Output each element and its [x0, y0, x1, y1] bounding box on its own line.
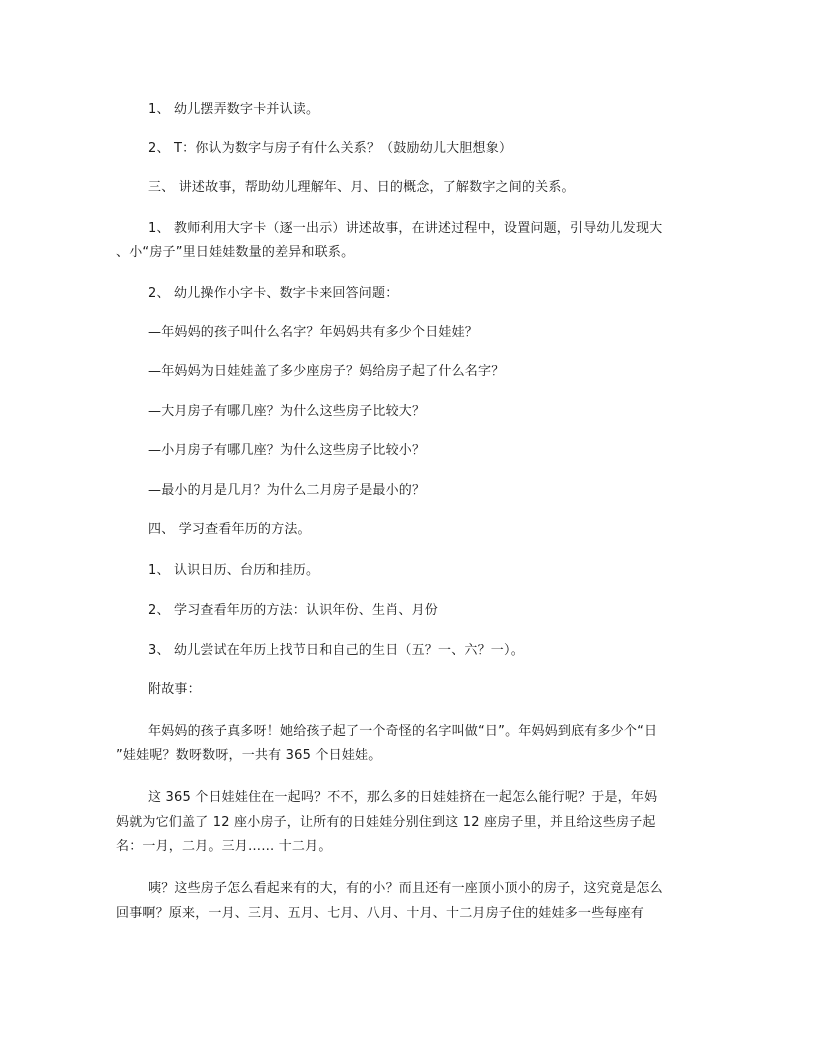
question-line: —年妈妈为日娃娃盖了多少座房子？妈给房子起了什么名字？ [148, 364, 505, 379]
question-line: —小月房子有哪几座？为什么这些房子比较小？ [148, 443, 426, 458]
story-line: 名：一月，二月。三月…… 十二月。 [116, 839, 332, 854]
text-line: 1、 幼儿摆弄数字卡并认读。 [148, 102, 320, 117]
text-line: 3、 幼儿尝试在年历上找节日和自己的生日（五？一、六？一）。 [148, 643, 524, 658]
section-heading: 四、 学习查看年历的方法。 [148, 522, 311, 537]
text-line: 2、 T：你认为数字与房子有什么关系？（鼓励幼儿大胆想象） [148, 141, 513, 156]
text-line: 1、 教师利用大字卡（逐一出示）讲述故事，在讲述过程中，设置问题，引导幼儿发现大 [148, 221, 663, 236]
story-line: 这 365 个日娃娃住在一起吗？不不，那么多的日娃娃挤在一起怎么能行呢？于是，年妈 [148, 790, 658, 805]
story-heading: 附故事： [148, 682, 201, 697]
question-line: —年妈妈的孩子叫什么名字？年妈妈共有多少个日娃娃？ [148, 325, 479, 340]
section-heading: 三、 讲述故事，帮助幼儿理解年、月、日的概念，了解数字之间的关系。 [148, 180, 575, 195]
text-line: 2、 学习查看年历的方法：认识年份、生肖、月份 [148, 603, 439, 618]
question-line: —最小的月是几月？为什么二月房子是最小的？ [148, 483, 426, 498]
text-line: 、小“房子”里日娃娃数量的差异和联系。 [116, 245, 355, 260]
text-line: 1、 认识日历、台历和挂历。 [148, 563, 320, 578]
story-line: 年妈妈的孩子真多呀！她给孩子起了一个奇怪的名字叫做“日”。年妈妈到底有多少个“日 [148, 724, 658, 739]
story-line: 咦？这些房子怎么看起来有的大，有的小？而且还有一座顶小顶小的房子，这究竟是怎么 [148, 881, 663, 896]
text-line: 2、 幼儿操作小字卡、数字卡来回答问题： [148, 286, 399, 301]
story-line: ”娃娃呢？数呀数呀，一共有 365 个日娃娃。 [116, 748, 382, 763]
story-line: 妈就为它们盖了 12 座小房子，让所有的日娃娃分别住到这 12 座房子里，并且给这些房子起 [116, 815, 656, 830]
story-line: 回事啊？原来，一月、三月、五月、七月、八月、十月、十二月房子住的娃娃多一些每座有 [116, 906, 645, 921]
question-line: —大月房子有哪几座？为什么这些房子比较大？ [148, 404, 426, 419]
